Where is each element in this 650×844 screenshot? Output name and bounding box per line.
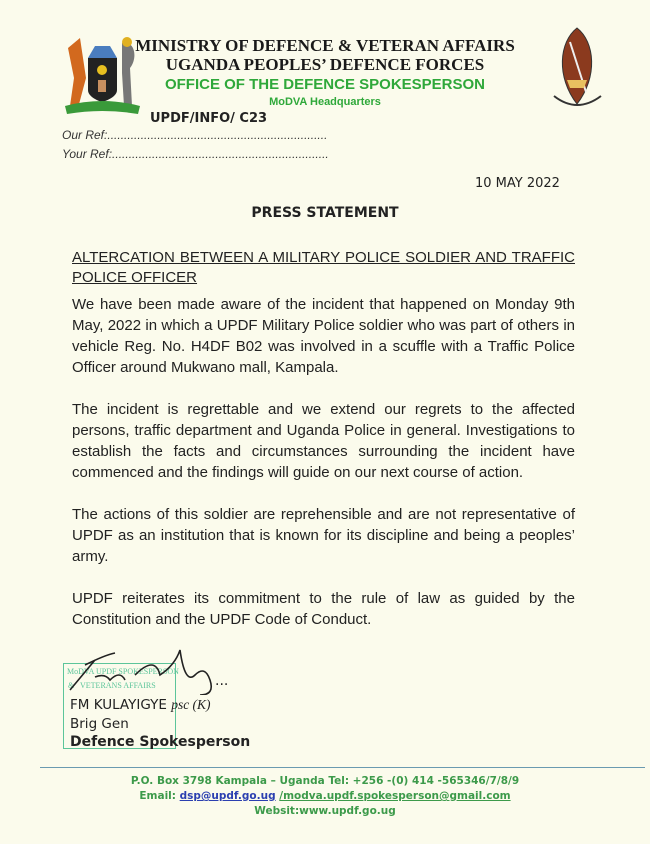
signatory-name: FM KULAYIGYE psc (K) <box>70 697 211 713</box>
paragraph-2: The incident is regrettable and we extend our regrets to the affected persons, traffic department and Uganda Police in general. Investigations to establish the facts and circumstances surrounding the incident have commenced and the findings will guide on our next course of action. <box>72 401 575 481</box>
statement-body <box>72 248 575 651</box>
footer-email: Email: dsp@updf.go.ug /modva.updf.spokesperson@gmail.com <box>139 790 511 802</box>
statement-title: ALTERCATION BETWEEN A MILITARY POLICE SOLDIER AND TRAFFIC POLICE OFFICER <box>72 249 575 286</box>
header-office: OFFICE OF THE DEFENCE SPOKESPERSON <box>164 76 486 93</box>
stamp-amp: & <box>68 681 75 690</box>
footer-address: P.O. Box 3798 Kampala – Uganda Tel: +256 -(0) 414 -565346/7/8/9 <box>130 775 520 787</box>
paragraph-4: UPDF reiterates its commitment to the rule of law as guided by the Constitution and the UPDF Code of Conduct. <box>72 590 575 628</box>
our-ref-label: Our Ref:.................................................................. <box>62 128 328 142</box>
svg-text:...: ... <box>215 673 229 689</box>
signatory-rank: Brig Gen <box>70 716 129 732</box>
signatory-role: Defence Spokesperson <box>70 734 251 750</box>
paragraph-1: We have been made aware of the incident that happened on Monday 9th May, 2022 in which a UPDF Military Police soldier who was part of others in vehicle Reg. No. H4DF B02 was involved in a scuffle with a Traffic Police Officer around Mukwano mall, Kampala. <box>72 296 575 376</box>
date: 10 MAY 2022 <box>475 176 560 191</box>
our-ref-value: UPDF/INFO/ C23 <box>150 111 268 126</box>
stamp-top-text: MoDVA UPDF SPOKESPERSON <box>67 667 179 676</box>
your-ref-label: Your Ref:................................................................. <box>62 147 329 161</box>
header-headquarters: MoDVA Headquarters <box>269 96 381 108</box>
stamp-bottom-text: VETERANS AFFAIRS <box>80 681 156 690</box>
updf-crest-logo <box>550 22 605 117</box>
paragraph-3: The actions of this soldier are reprehensible and are not representative of UPDF as an institution that is known for its discipline and being a peoples’ army. <box>72 506 575 565</box>
header-updf: UGANDA PEOPLES’ DEFENCE FORCES <box>165 55 485 74</box>
press-statement-heading: PRESS STATEMENT <box>251 205 399 221</box>
footer-divider <box>40 767 645 768</box>
email-link-2[interactable]: /modva.updf.spokesperson@gmail.com <box>279 790 511 802</box>
email-link-1[interactable]: dsp@updf.go.ug <box>179 790 276 802</box>
signature <box>65 645 245 699</box>
footer-website: Websit:www.updf.go.ug <box>254 805 396 817</box>
header-ministry: MINISTRY OF DEFENCE & VETERAN AFFAIRS <box>135 36 515 55</box>
